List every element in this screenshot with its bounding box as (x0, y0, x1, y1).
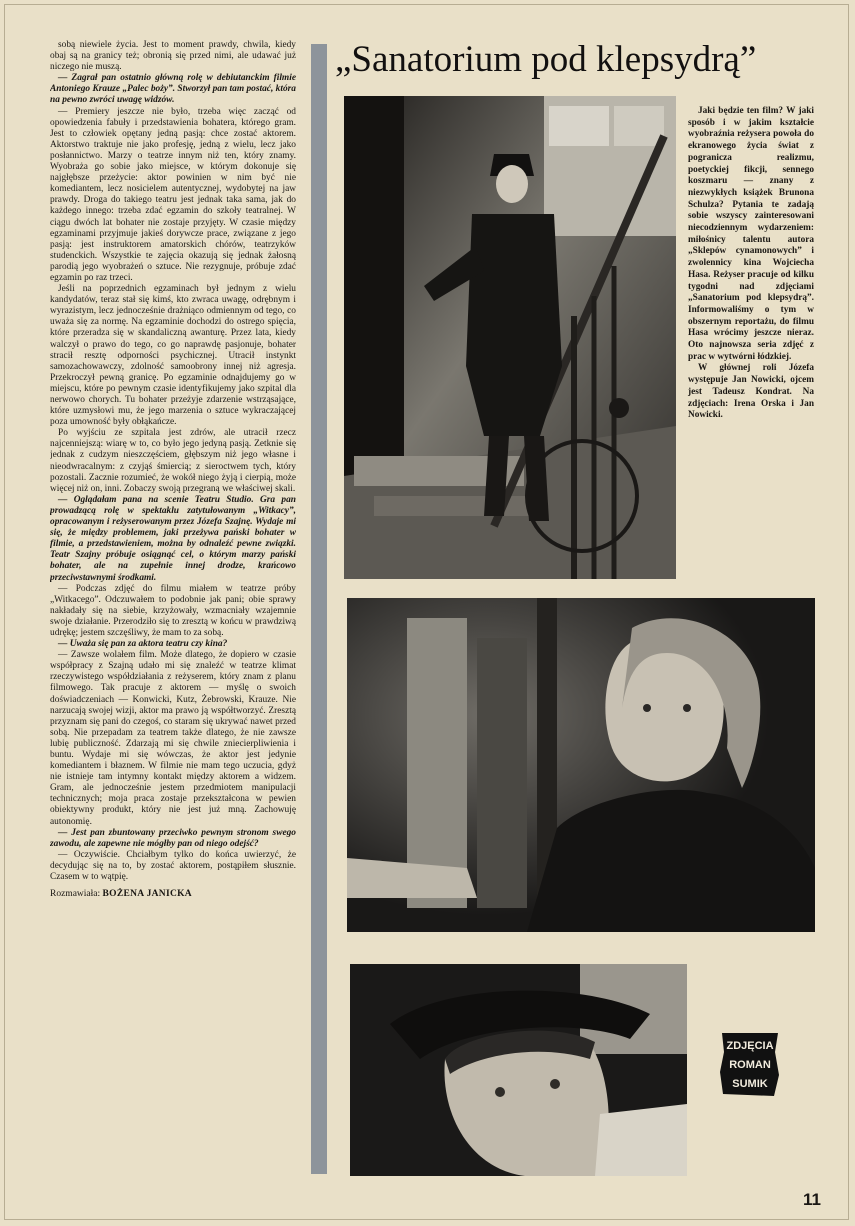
photo-elderly-woman (347, 598, 815, 932)
byline (50, 889, 296, 900)
photo-caption-column (688, 106, 814, 422)
credit-line-2: ROMAN (729, 1059, 771, 1071)
interview-paragraph: Po wyjściu ze szpitala jest zdrów, ale utracił rzecz najcenniejszą: wiarę w to, co było jego jedyną pasją. Zetknie się jednak z cudzym nieszczęściem, głębszym niż jego własne i nieodwracalnym: z czyjąś śmiercią; z sieroctwem tych, który pozostali. Zacznie rozumieć, że wokół niego żyją i cierpią, może więcej niż on, inni. Zobaczy swoją przegraną we właściwej skali. (50, 428, 296, 494)
interview-question: — Zagrał pan ostatnio główną rolę w debiutanckim filmie Antoniego Krauze „Palec boży”. Stworzył pan tam postać, która na pewno zwróci uwagę widzów. (50, 73, 296, 106)
interview-paragraph: — Oczywiście. Chciałbym tylko do końca uwierzyć, że decydując się na to, by zostać aktorem, postąpiłem słusznie. Czasem w to wątpię. (50, 849, 296, 883)
photo-man-closeup (350, 964, 687, 1176)
interview-paragraph: sobą niewiele życia. Jest to moment prawdy, chwila, kiedy obaj są na granicy też; obronią się przed nimi, ale udawać już niczego nie muszą. (50, 40, 296, 73)
interview-paragraph: Jeśli na poprzednich egzaminach był jednym z wielu kandydatów, teraz stał się kimś, kto zwraca uwagę, odrębnym i wyrazistym, lecz jednocześnie drażniąco odmiennym od tego, co uważa się za normę. Na egzaminie dochodzi do ostrego spięcia, które przeradza się w skandaliczną awanturę. Przez lata, kiedy walczył o prawo do tego, co go naprawdę pasjonuje, bohater stracił resztę odporności psychicznej. Utracił instynkt samozachowawczy, zdolność samoobrony innej niż agresja. Przekroczył pewną granicę. Po egzaminie odnajdujemy go w miejscu, które po pewnym czasie identyfikujemy jako szpital dla nerwowo chorych. Tu bohater przeżyje zdarzenie wstrząsające, które uzmysłowi mu, że jego marzenia o sztuce wykraczającej poza umowność były obłąkańcze. (50, 284, 296, 428)
photo-staircase-man-in-hat (344, 96, 676, 579)
interview-paragraph: — Podczas zdjęć do filmu miałem w teatrze próby „Witkacego”. Odczuwałem to podobnie jak pani; obie sprawy nakładały się na siebie, krzyżowały, wzmacniały wzajemnie swoje działanie. Przerodziło się to zresztą w końcu w prawdziwą udrękę; jestem szczęśliwy, że mam to za sobą. (50, 583, 296, 638)
interview-question: — Uważa się pan za aktora teatru czy kina? (58, 639, 228, 650)
interview-question: — Jest pan zbuntowany przeciwko pewnym stronom swego zawodu, ale zapewne nie mógłby pan od niego odejść? (50, 827, 296, 849)
caption-paragraph: Jaki będzie ten film? W jaki sposób i w jakim kształcie wyobraźnia reżysera powoła do ekranowego życia świat z pogranicza realizmu, poetyckiej fikcji, sennego koszmaru — znany z niezwykłych książek Brunona Schulza? Pytania te zadają sobie wszyscy zainteresowani niecodziennym wydarzeniem: miłośnicy talentu autora „Sklepów cynamonowych” i zwolennicy kina Wojciecha Hasa. Reżyser pracuje od kilku tygodni nad zdjęciami „Sanatorium pod klepsydrą”. Informowaliśmy o tym w obszernym reportażu, do filmu Hasa wrócimy jeszcze nieraz. Oto najnowsza seria zdjęć z prac w wytwórni łódzkiej. (688, 106, 814, 362)
interview-column (50, 40, 296, 1190)
page-number: 11 (803, 1190, 821, 1209)
decorative-bar (311, 44, 327, 1174)
photo-credit-stamp (718, 1030, 782, 1098)
caption-paragraph: W głównej roli Józefa występuje Jan Nowicki, ojcem jest Tadeusz Kondrat. Na zdjęciach: Irena Orska i Jan Nowicki. (688, 363, 814, 421)
credit-line-1: ZDJĘCIA (726, 1040, 774, 1052)
interview-paragraph: — Premiery jeszcze nie było, trzeba więc zacząć od opowiedzenia fabuły i przedstawienia bohatera, którego gram. Jest to człowiek opętany jedną pasją: chce zostać aktorem. Aktorstwo traktuje nie jako profesję, jedną z wielu, lecz jako posłannictwo. Marzy o teatrze innym niż ten, który znamy. Wyobraża go sobie jako miejsce, w którym dokonuje się najgłębsze przeżycie: aktor powinien w nim być nie komediantem, lecz nosicielem autentycznej, wydobytej na jaw prawdy. Droga do takiego teatru jest jednak taka sama, jak do każdego innego: trzeba zdać egzamin do szkoły teatralnej. W ciągu dwóch lat bohater nie zostaje przyjęty. W czasie między egzaminami przyjmuje jakieś dorywcze prace, związane z jego pasją: jest instruktorem amatorskich chórów, teatrzyków studenckich. Wszystkie te zajęcia okazują się jednak żałosną parodią jego wyobrażeń o sztuce. Nie rezygnuje, próbuje zdać egzamin po raz trzeci. (50, 106, 296, 283)
byline-author: BOŻENA JANICKA (102, 889, 192, 900)
interview-question: — Oglądałam pana na scenie Teatru Studio. Gra pan prowadzącą rolę w spektaklu zatytułowanym „Witkacy”, opracowanym i reżyserowanym przez Józefa Szajnę. Wydaje mi się, że między problemem, jaki przeżywa pański bohater w filmie, a przedstawieniem, można by odnaleźć pewne związki. Teatr Szajny próbuje osiągnąć cel, o którym marzy pański bohater, ale na zupełnie innej drodze, krańcowo przeciwstawnymi środkami. (50, 494, 296, 583)
article-title: „Sanatorium pod klepsydrą” (335, 39, 757, 80)
byline-label: Rozmawiała: (50, 889, 101, 900)
interview-paragraph: — Zawsze wolałem film. Może dlatego, że dopiero w czasie współpracy z Szajną udało mi się znaleźć w teatrze klimat rzeczywistego współdziałania z reżyserem, który znam z planu filmowego. Tak pracuje z aktorem — myślę o swoich doświadczeniach — Konwicki, Kutz, Żebrowski, Krauze. Nie narzucają swojej wizji, aktor ma prawo ją współtworzyć. Zresztą przyznam się pani do czegoś, co staram się ukrywać nawet przed sobą. Nie przepadam za teatrem także dlatego, że nie zawsze lubię publiczność. Zdarzają mi się chwile zniecierpliwienia i buntu. Wydaje mi się wówczas, że aktor jest jedynie komediantem i błaznem. W filmie nie mam tego uczucia, gdyż nie istnieje tam intymny kontakt między aktorem a widzem. Gram, ale jednocześnie jestem przedmiotem manipulacji technicznych; moja praca zostaje przekształcona w pewien obiektywny produkt, który nie jest już mną. Zachowuję autonomię. (50, 650, 296, 827)
credit-line-3: SUMIK (732, 1078, 768, 1090)
